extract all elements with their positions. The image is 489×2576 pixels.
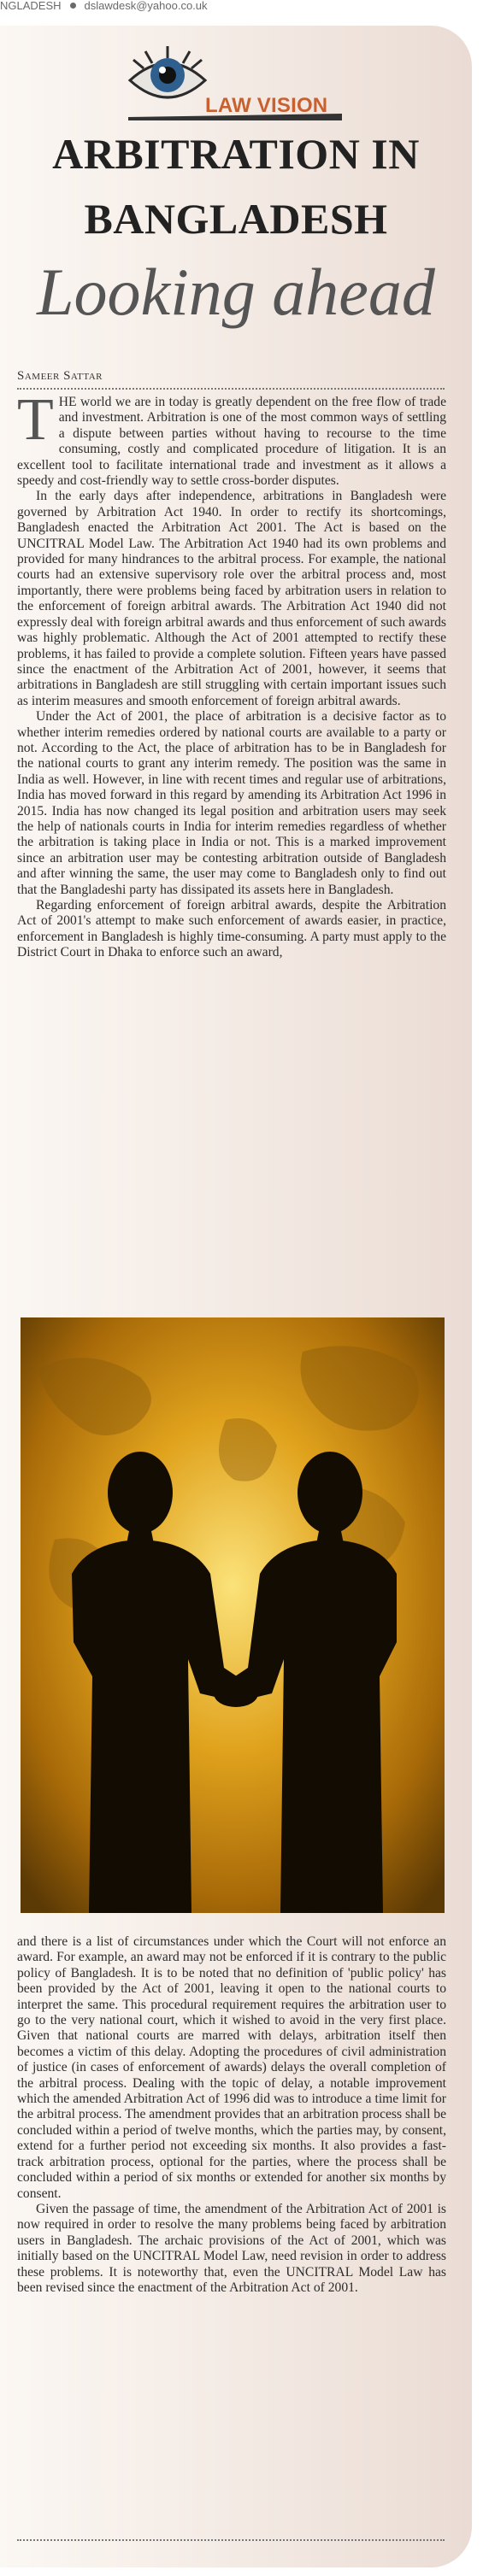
article-body-bottom	[17, 1934, 446, 2296]
paragraph: Given the passage of time, the amendment of the Arbitration Act of 2001 is now required in order to resolve the many problems being faced by arbitration users in Bangladesh. The archaic provisions of the Act of 2001, which was initially based on the UNCITRAL Model Law, need revision in order to address these problems. It is noteworthy that, even the UNCITRAL Model Law has been revised since the enactment of the Arbitration Act of 2001.	[17, 2201, 446, 2295]
paragraph: In the early days after independence, arbitrations in Bangladesh were governed by Arbitration Act 1940. In order to rectify its shortcomings, Bangladesh enacted the Arbitration Act 2001. The Act is based on the UNCITRAL Model Law. The Arbitration Act 1940 had its own problems and provided for many hindrances to the arbitral process. For example, the national courts had an extensive supervisory role over the arbitral process and, most importantly, there were problems being faced by arbitration users in relation to the enforcement of foreign arbitral awards. The Arbitration Act 1940 did not expressly deal with foreign arbitral awards and thus enforcement of such awards was highly problematic. Although the Act of 2001 attempted to rectify these problems, it has failed to provide a complete solution. Fifteen years have passed since the enactment of the Arbitration Act of 2001, however, it seems that arbitrations in Bangladesh are still struggling with certain important issues such as interim measures and smooth enforcement of foreign arbitral awards.	[17, 489, 446, 708]
paragraph	[17, 387, 446, 489]
handshake-silhouette-illustration	[21, 1317, 445, 1913]
top-strip-section: NGLADESH	[0, 0, 62, 12]
masthead-label: LAW VISION	[205, 94, 328, 117]
end-divider	[17, 2539, 445, 2541]
byline: Sameer Sattar	[17, 369, 103, 383]
bullet-icon	[70, 3, 76, 9]
article-body-top	[17, 387, 446, 961]
subhead: Looking ahead	[37, 255, 435, 329]
headline-line-2: BANGLADESH	[84, 195, 388, 243]
handshake-photo	[21, 1317, 445, 1913]
byline-divider	[17, 388, 445, 390]
top-strip	[0, 0, 489, 14]
paragraph: and there is a list of circumstances under which the Court will not enforce an award. For example, an award may not be enforced if it is contrary to the public policy of Bangladesh. It is to be noted that no definition of 'public policy' has been provided by the Act of 2001, leaving it open to the national courts to interpret the same. This procedural requirement requires the arbitration user to go to the very national court, which it wished to avoid in the very first place. Given that national courts are marred with delays, arbitration itself then becomes a victim of this delay. Adopting the procedures of civil administration of justice (in cases of enforcement of awards) delays the overall completion of the arbitral process. Dealing with the topic of delay, a notable improvement which the amended Arbitration Act of 1996 did was to introduce a time limit for the arbitral process. The amendment provides that an arbitration process shall be concluded within a period of twelve months, which the parties may, by consent, extend for a further period not exceeding six months. It also provides a fast-track arbitration process, optional for the parties, where the process shall be concluded within a period of six months or extended for another six months by consent.	[17, 1934, 447, 2201]
paragraph-text: HE world we are in today is greatly dependent on the free flow of trade and investment. Arbitration is one of the most common ways of settling a dispute between parties without having to recourse to the time consuming, costly and complicated procedure of litigation. It is an excellent tool to facilitate international trade and investment as it allows a speedy and cost-friendly way to settle cross-border disputes.	[17, 395, 446, 489]
drop-cap: T	[17, 387, 54, 453]
paragraph: Regarding enforcement of foreign arbitral awards, despite the Arbitration Act of 2001's attempt to make such enforcement of awards easier, in practice, enforcement in Bangladesh is highly time-consuming. A party must apply to the District Court in Dhaka to enforce such an award,	[17, 898, 446, 960]
paragraph: Under the Act of 2001, the place of arbitration is a decisive factor as to whether interim remedies ordered by national courts are available to a party or not. According to the Act, the place of arbitration has to be in Bangladesh for the national courts to grant any interim remedy. The position was the same in India as well. However, in line with recent times and regular use of arbitrations, India has moved forward in this regard by amending its Arbitration Act 1996 in 2015. India has now changed its legal position and arbitration users may seek the help of nationals courts in India for interim remedies regardless of whether the arbitration is taking place in India or not. This is a marked improvement since an arbitration user may be contesting arbitration outside of Bangladesh and after winning the same, the user may come to Bangladesh only to find out that the Bangladeshi party has dissipated its assets here in Bangladesh.	[17, 709, 446, 897]
headline-line-1: ARBITRATION IN	[52, 130, 420, 178]
masthead	[128, 43, 342, 120]
top-strip-email: dslawdesk@yahoo.co.uk	[84, 0, 208, 12]
article-panel	[0, 26, 472, 2567]
